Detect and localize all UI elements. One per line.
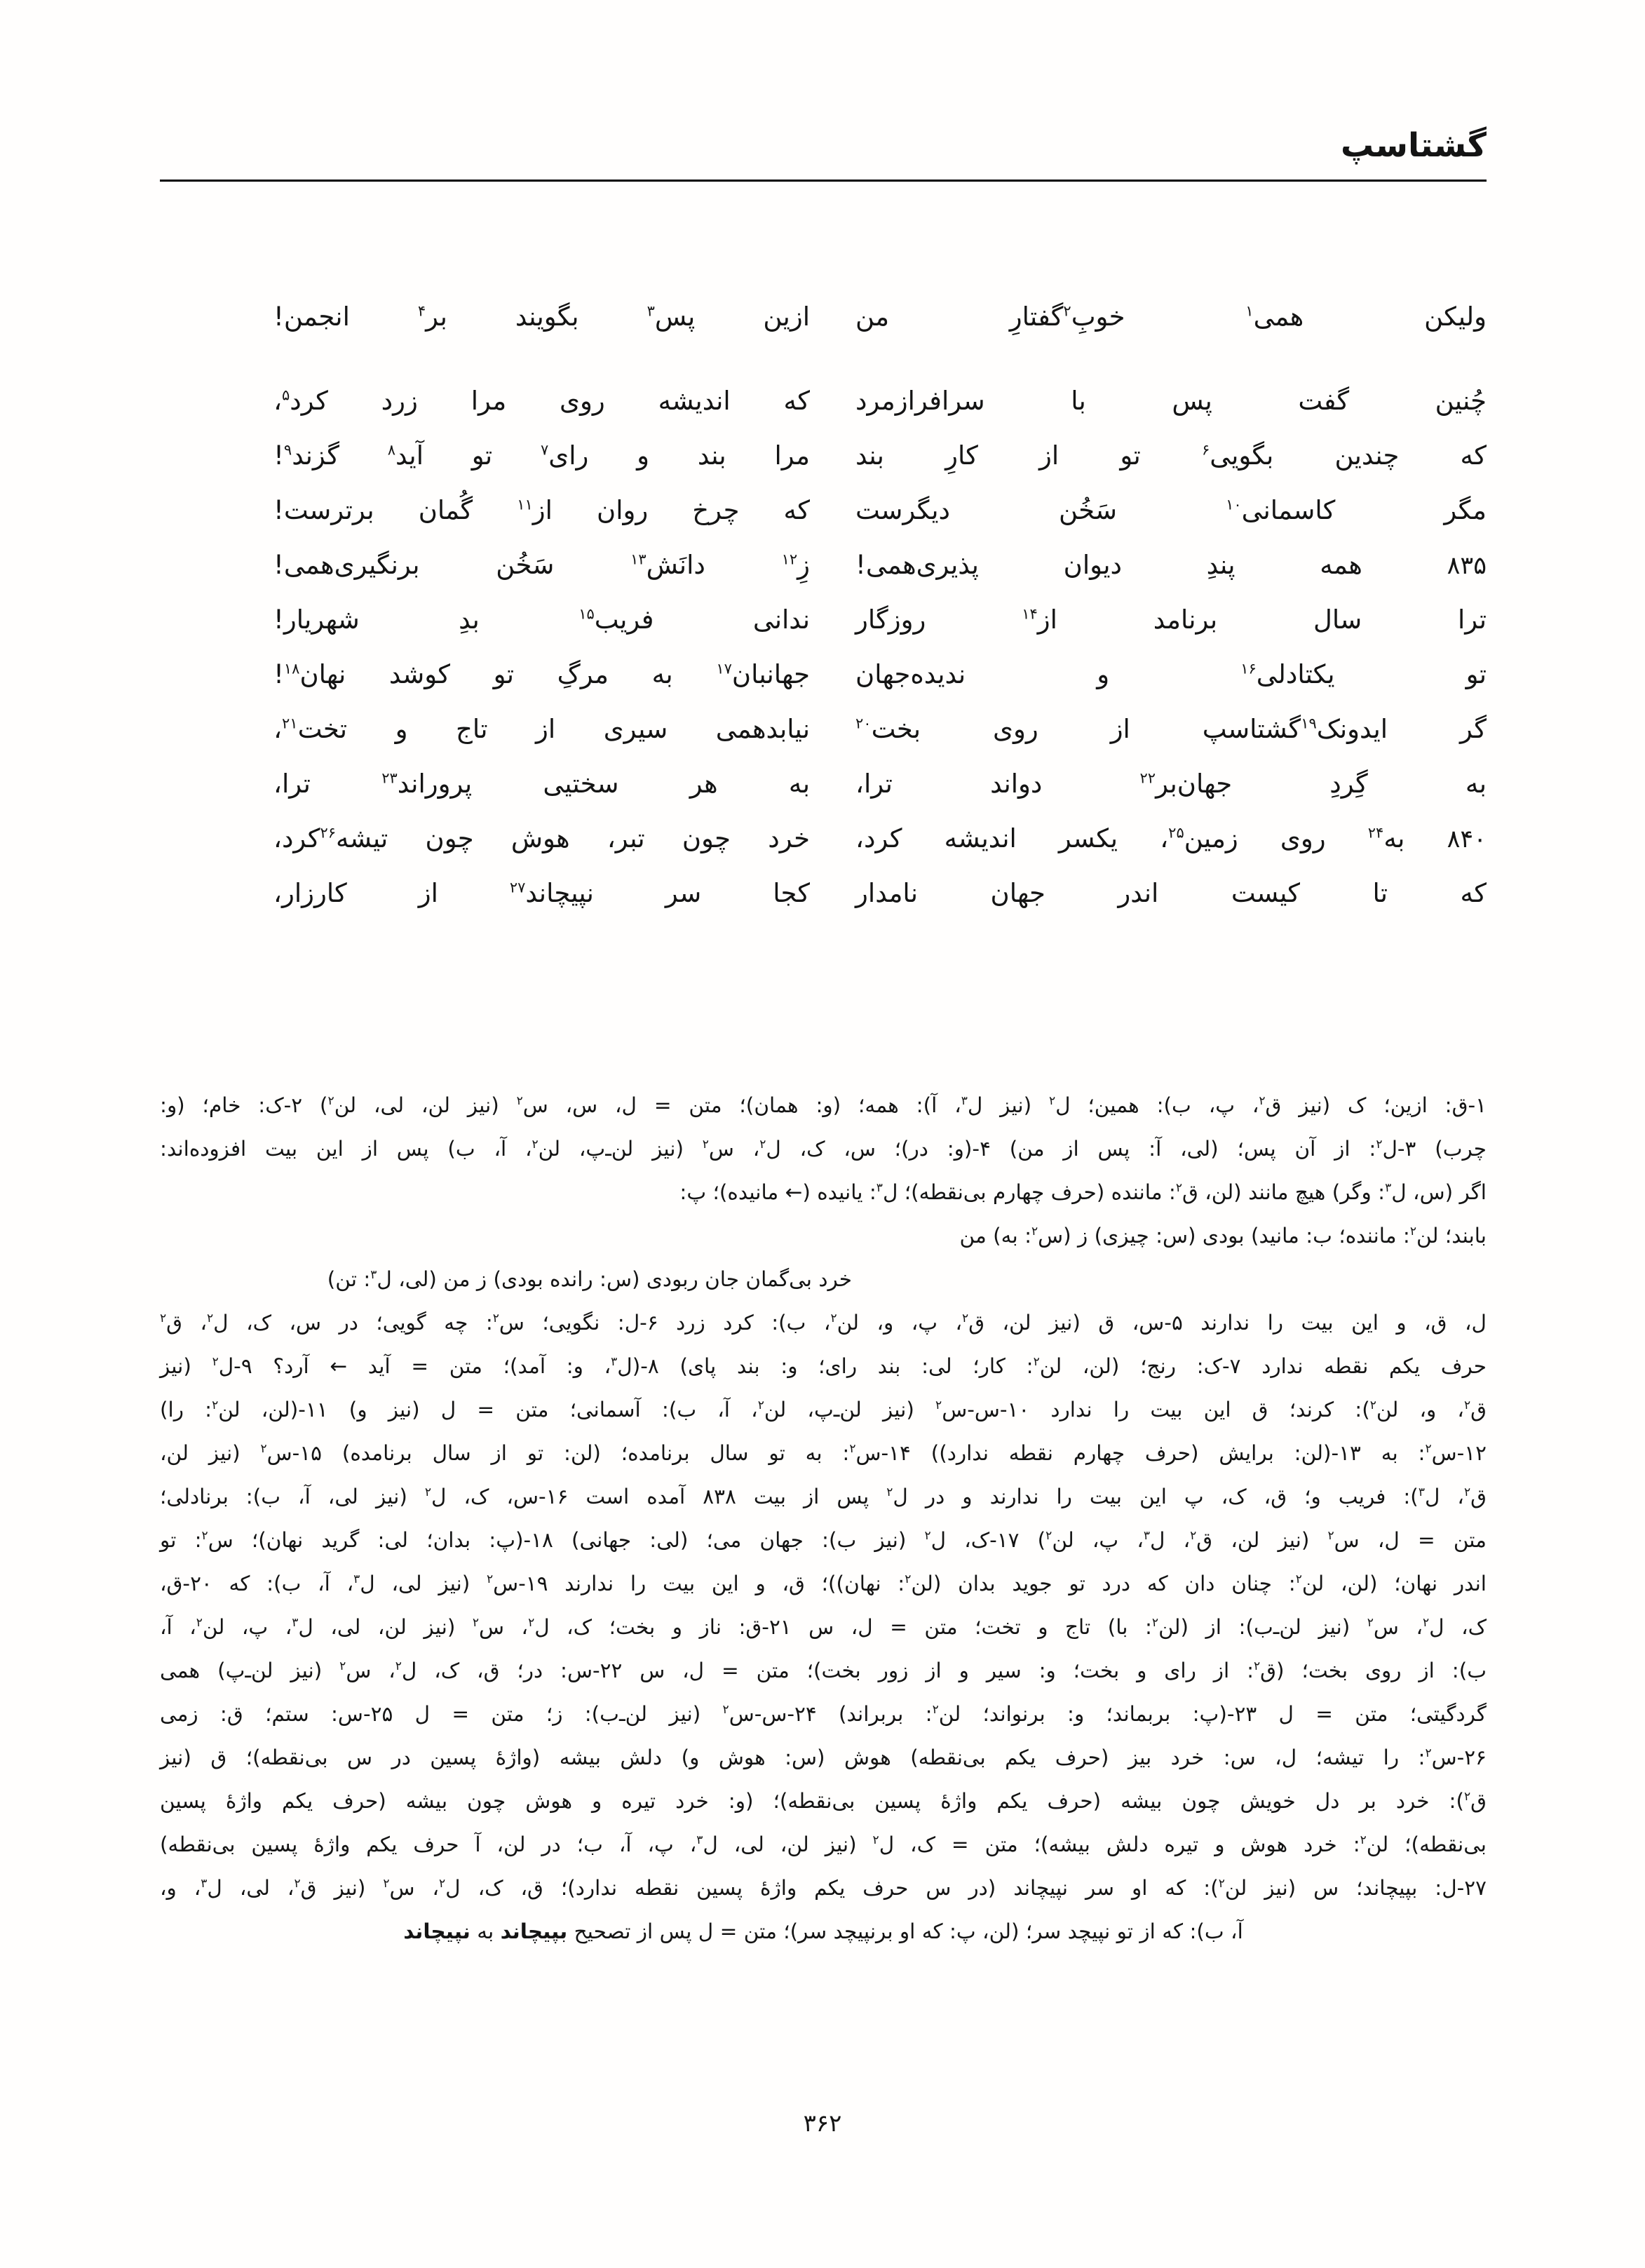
hemistich-left [273,769,810,799]
verse-word: ندانی [752,604,810,635]
verse-word: تبر، [607,823,645,853]
hemistich-right [855,302,1487,332]
apparatus-line: ۲۷-ل: بپیچاند؛ س (نیز لن$^۲$): که او سر نپیچاند (در س حرف یکم واژهٔ پسین نقطه ندارد)؛ ق، ک، ل$^۲$، س$^۲$ (نیز ق$^۲$، لی، ل$^۳$، و، [160,1876,1487,1900]
verse-row [273,373,1487,428]
hemistich-right [855,386,1487,416]
verse-word: که [783,385,810,416]
verse-word: گِردِ [1329,768,1368,799]
verse-row [273,482,1487,537]
verse-word: تخت$^{۲۱}$، [273,713,348,744]
verse-word: کجا [773,877,810,908]
verse-word: به [651,659,673,689]
verse-word: نهان$^{۱۸}$! [273,659,346,689]
verse-row [273,865,1487,920]
apparatus-line: ۲۶-س$^۲$: را تیشه؛ ل، س: خرد بیز (حرف یکم بی‌نقطه) هوش (س: هوش و) دلش بیشه (واژهٔ پسین در س بی‌نقطه)؛ ق (نیز [160,1746,1487,1769]
verse-word: با [1071,385,1086,416]
verse-word: سرافرازمرد [855,385,985,416]
verse-row [273,537,1487,592]
verse-word: از [536,713,556,744]
verse-word: از$^{۱۴}$ [1022,604,1057,635]
verse-word: برنگیری‌همی! [273,549,420,580]
apparatus-line: متن = ل، س$^۲$ (نیز لن، ق$^۲$، ل$^۳$، پ، لن$^۲$) ۱۷-ک، ل$^۲$ (نیز ب): جهان می؛ (لی: جهانی) ۱۸-(پ: بدان؛ لی: گرید نهان)؛ س$^۲$: تو [160,1528,1487,1552]
verse-word: برنامد [1153,604,1218,635]
verse-word: اندیشه [658,385,731,416]
verse-word: روان [597,494,649,525]
verse-word: هر [689,768,718,799]
verse-word: جهان‌بر$^{۲۲}$ [1139,768,1233,799]
verse-row [273,701,1487,756]
verse-word: بخت$^{۲۰}$ [855,713,921,744]
verse-word: ایدونک$^{۱۹}$گشتاسپ [1202,713,1388,744]
verse-word: ازین [763,301,810,332]
verse-word: به [1465,768,1487,799]
apparatus-line: بابند؛ لن$^۲$: ماننده؛ ب: مانید) بودی (س: چیزی) ز (س$^۲$: به) من [959,1224,1487,1248]
verse-word: و [637,440,650,471]
verse-word: دیگرست [855,494,950,525]
verse-word: روی [993,713,1038,744]
verse-word: انجمن! [273,301,350,332]
verse-word: کرد$^۵$، [273,385,328,416]
verse-word: ترا [1458,604,1487,635]
verse-word: آید$^۸$ [387,440,424,471]
verse-word: زِ$^{۱۲}$ [781,549,810,580]
verse-number: ۸۴۰ [1447,825,1487,853]
verse-word: جهان [990,877,1045,908]
verse-word: سر [665,877,702,908]
verse-word: و [395,713,408,744]
verse-word: من [855,301,890,332]
verse-word: چون [682,823,731,853]
verse-word: سال [1313,604,1362,635]
verse-word: اندیشه [944,823,1017,853]
verse-word: خوبِ$^۲$گفتارِ [1009,301,1125,332]
verse-word: برترست! [273,494,374,525]
verse-word: زرد [381,385,418,416]
verse-word: دیوان [1063,549,1122,580]
verse-word: پذیری‌همی! [855,549,979,580]
page-title: گشتاسپ [1341,126,1487,165]
verse-word: چرخ [692,494,740,525]
verse-word: روی [1280,823,1326,853]
verse-word: تیشه$^{۲۶}$کرد، [273,823,388,853]
verse-row [273,756,1487,811]
verse-word: پس [1172,385,1212,416]
verse-word: یکسر [1058,823,1118,853]
apparatus-line: ب): از روی بخت؛ (ق$^۲$: از رای و بخت؛ و: سیر و از زور بخت)؛ متن = ل، س ۲۲-س: در؛ ق، ک، ل$^۲$، س$^۲$ (نیز لن‌ـ‌پ) همی [160,1659,1487,1682]
verse-word: سَخُن [496,549,555,580]
verse-row [273,592,1487,647]
apparatus-line: ۱۲-س$^۲$: به ۱۳-(لن: برایش (حرف چهارم نقطه ندارد)) ۱۴-س$^۲$: به تو سال برنامده؛ (لن: تو از سال برنامده) ۱۵-س$^۲$ (نیز لن، [160,1441,1487,1465]
verse-word: بند [697,440,726,471]
apparatus-line: ل، ق، و این بیت را ندارند ۵-س، ق (نیز لن، ق$^۲$، پ، و، لن$^۲$، ب): کرد زرد ۶-ل: نگویی؛ س$^۲$: چه گویی؛ در س، ک، ل$^۲$، ق$^۲$ [160,1311,1487,1335]
hemistich-left [273,440,810,471]
verse-word: دانَش$^{۱۳}$ [630,549,705,580]
verse-word: نامدار [855,877,919,908]
verse-word: یکتادلی$^{۱۶}$ [1240,659,1335,689]
verse-word: مگر [1444,494,1487,525]
verse-word: از [418,877,438,908]
verse-word: پروراند$^{۲۳}$ [381,768,473,799]
page-number: ۳۶۲ [803,2110,842,2138]
verse-word: روزگار [855,604,926,635]
verse-word: بگویند [515,301,579,332]
verse-word: که [1460,877,1487,908]
hemistich-left [273,605,810,635]
verse-word: رای$^۷$ [540,440,589,471]
verse-word: جهانبان$^{۱۷}$ [716,659,810,689]
verse-word: کیست [1231,877,1300,908]
verse-word: ترا، [855,768,893,799]
verse-word: بدِ [459,604,480,635]
verse-word: گُمان [418,494,473,525]
apparatus-line: خرد بی‌گمان جان ربودی (س: رانده بودی) ز من (لی، ل$^۳$: تن) [327,1267,852,1291]
verse-word: چندین [1334,440,1400,471]
verse-word: خرد [768,823,810,853]
verse-word: مرا [471,385,507,416]
verse-word: ترا، [273,768,311,799]
apparatus-line: ق$^۲$، ل$^۳$): فریب و؛ ق، ک، پ این بیت را ندارند و در ل$^۲$ پس از بیت ۸۳۸ آمده است ۱۶-س، ک، ل$^۲$ (نیز لی، آ، ب): برنادلی؛ [160,1485,1487,1508]
hemistich-right [855,714,1487,744]
hemistich-left [273,878,810,908]
hemistich-left [273,386,810,416]
verse-word: کاسمانی$^{۱۰}$ [1226,494,1336,525]
header-rule [160,180,1487,182]
hemistich-left [273,302,810,332]
verse-row [273,811,1487,865]
verse-word: که [783,494,810,525]
verse-word: گفت [1298,385,1350,416]
apparatus-line: ق$^۲$، و، لن$^۲$): کرند؛ ق این بیت را ندارد ۱۰-س-س$^۲$ (نیز لن‌ـ‌پ، لن$^۲$، آ، ب): آسمانی؛ متن = ل (نیز و) ۱۱-(لن، لن$^۲$: را) [160,1398,1487,1422]
hemistich-right [855,878,1487,908]
verse-word: بند [855,440,884,471]
apparatus-line: چرب) ۳-ل$^۲$: از آن پس؛ (لی، آ: پس از من) ۴-(و: در)؛ س، ک، ل$^۲$، س$^۲$ (نیز لن‌ـ‌پ، لن$^۲$، آ، ب) پس از این بیت افزوده‌اند: [160,1137,1487,1161]
poem [273,289,1487,920]
verse-word: سختیی [543,768,619,799]
verse-word: به [788,768,810,799]
verse-word: دواند [990,768,1043,799]
hemistich-left [273,659,810,689]
verse-word: تاج [456,713,488,744]
verse-word: گر [1459,713,1487,744]
verse-word: پندِ [1206,549,1236,580]
apparatus-line: ک، ل$^۲$، س$^۲$ (نیز لن‌ـ‌ب): از (لن$^۲$: با) تاج و تخت؛ متن = ل، س ۲۱-ق: ناز و بخت؛ ک، ل$^۲$، س$^۲$ (نیز لن، لی، ل$^۳$، پ، لن$^۲$، آ، [160,1615,1487,1639]
apparatus-line: آ، ب): که از تو نپیچد سر؛ (لن، پ: که او برنپیچد سر)؛ متن = ل پس از تصحیح بپیچاند به نپیچاند [403,1919,1243,1943]
hemistich-right [855,769,1487,799]
verse-word: چُنین [1435,385,1487,416]
verse-word: بر$^۴$ [417,301,447,332]
verse-word: سَخُن [1059,494,1118,525]
apparatus [160,1084,1487,1953]
hemistich-right [855,605,1487,635]
apparatus-line: اندر نهان؛ (لن، لن$^۲$: چنان دان که درد تو جوید بدان (لن$^۲$: نهان))؛ ق، و این بیت را ندارند ۱۹-س$^۲$ (نیز لی، ل$^۳$، آ، ب): که ۲۰-ق، [160,1572,1487,1595]
verse-word: و [1097,659,1110,689]
apparatus-line: گردگیتی؛ متن = ل ۲۳-(پ: بربماند؛ و: برنواند؛ لن$^۲$: بربراند) ۲۴-س-س$^۲$ (نیز لن‌ـ‌ب): ز؛ متن = ل ۲۵-س: ستم؛ ق: زمی [160,1702,1487,1726]
apparatus-line: حرف یکم نقطه ندارد ۷-ک: رنج؛ (لن، لن$^۲$: کار؛ لی: بند رای؛ و: بند پای) ۸-(ل$^۳$، و: آمد)؛ متن = آید ← آرد؟ ۹-ل$^۲$ (نیز [160,1354,1487,1378]
verse-word: کوشد [388,659,451,689]
hemistich-right [855,659,1487,689]
verse-word: پس$^۳$ [647,301,696,332]
verse-word: تو [1465,659,1487,689]
apparatus-line: بی‌نقطه)؛ لن$^۲$: خرد هوش و تیره دلش بیشه)؛ متن = ک، ل$^۲$ (نیز لن، لی، ل$^۳$، پ، آ، ب؛ در لن، آ حرف یکم واژهٔ پسین بی‌نقطه) [160,1832,1487,1856]
verse-row [273,647,1487,701]
verse-word: ندیده‌جهان [855,659,966,689]
apparatus-line: ۱-ق: ازین؛ ک (نیز ق$^۲$، پ، ب): همین؛ ل$^۲$ (نیز ل$^۳$، آ): همه؛ (و: همان)؛ متن = ل، س، س$^۲$ (نیز لن، لی، لن$^۲$) ۲-ک: خام؛ (و: [160,1093,1487,1117]
hemistich-right [855,550,1487,580]
hemistich-left [273,550,810,580]
verse-row [273,428,1487,482]
verse-word: از$^{۱۱}$ [517,494,553,525]
verse-word: کارزار، [273,877,347,908]
verse-word: تا [1372,877,1388,908]
verse-word: روی [560,385,605,416]
verse-word: همه [1320,549,1362,580]
verse-number: ۸۳۵ [1447,551,1487,580]
verse-word: همی$^۱$ [1245,301,1304,332]
verse-word: ولیکن [1424,301,1487,332]
hemistich-left [273,714,810,744]
verse-word: که [1460,440,1487,471]
hemistich-right [855,823,1487,853]
verse-word: چون [425,823,474,853]
verse-word: زمین$^{۲۵}$، [1160,823,1238,853]
verse-word: کارِ [945,440,978,471]
verse-word: تو [471,440,493,471]
verse-word: فریب$^{۱۵}$ [578,604,654,635]
hemistich-right [855,440,1487,471]
hemistich-right [855,495,1487,525]
hemistich-left [273,495,810,525]
apparatus-line: ق$^۲$): خرد بر دل خویش چون بیشه (حرف یکم واژهٔ پسین بی‌نقطه)؛ (و: خرد تیره و هوش چون بیشه (حرف یکم واژهٔ پسین [160,1789,1487,1813]
verse-row [273,289,1487,344]
verse-word: کرد، [855,823,902,853]
verse-word: نیابد‌همی [715,713,810,744]
verse-word: مرا [774,440,810,471]
verse-word: از [1039,440,1060,471]
verse-word: از [1110,713,1130,744]
verse-word: تو [493,659,515,689]
verse-word: شهریار! [273,604,360,635]
apparatus-line: اگر (س، ل$^۳$: وگر) هیچ مانند (لن، ق$^۲$: ماننده (حرف چهارم بی‌نقطه)؛ ل$^۳$: یانیده (← مانیده)؛ پ: [679,1180,1487,1204]
verse-word: گزند$^۹$! [273,440,339,471]
verse-word: مرگِ [557,659,609,689]
hemistich-left [273,823,810,853]
verse-word: بگویی$^۶$ [1201,440,1274,471]
verse-word: تو [1120,440,1141,471]
verse-word: به$^{۲۴}$ [1367,823,1405,853]
verse-word: نپیچاند$^{۲۷}$ [509,877,594,908]
verse-word: سیری [603,713,668,744]
verse-word: هوش [510,823,570,853]
verse-word: اندر [1118,877,1159,908]
